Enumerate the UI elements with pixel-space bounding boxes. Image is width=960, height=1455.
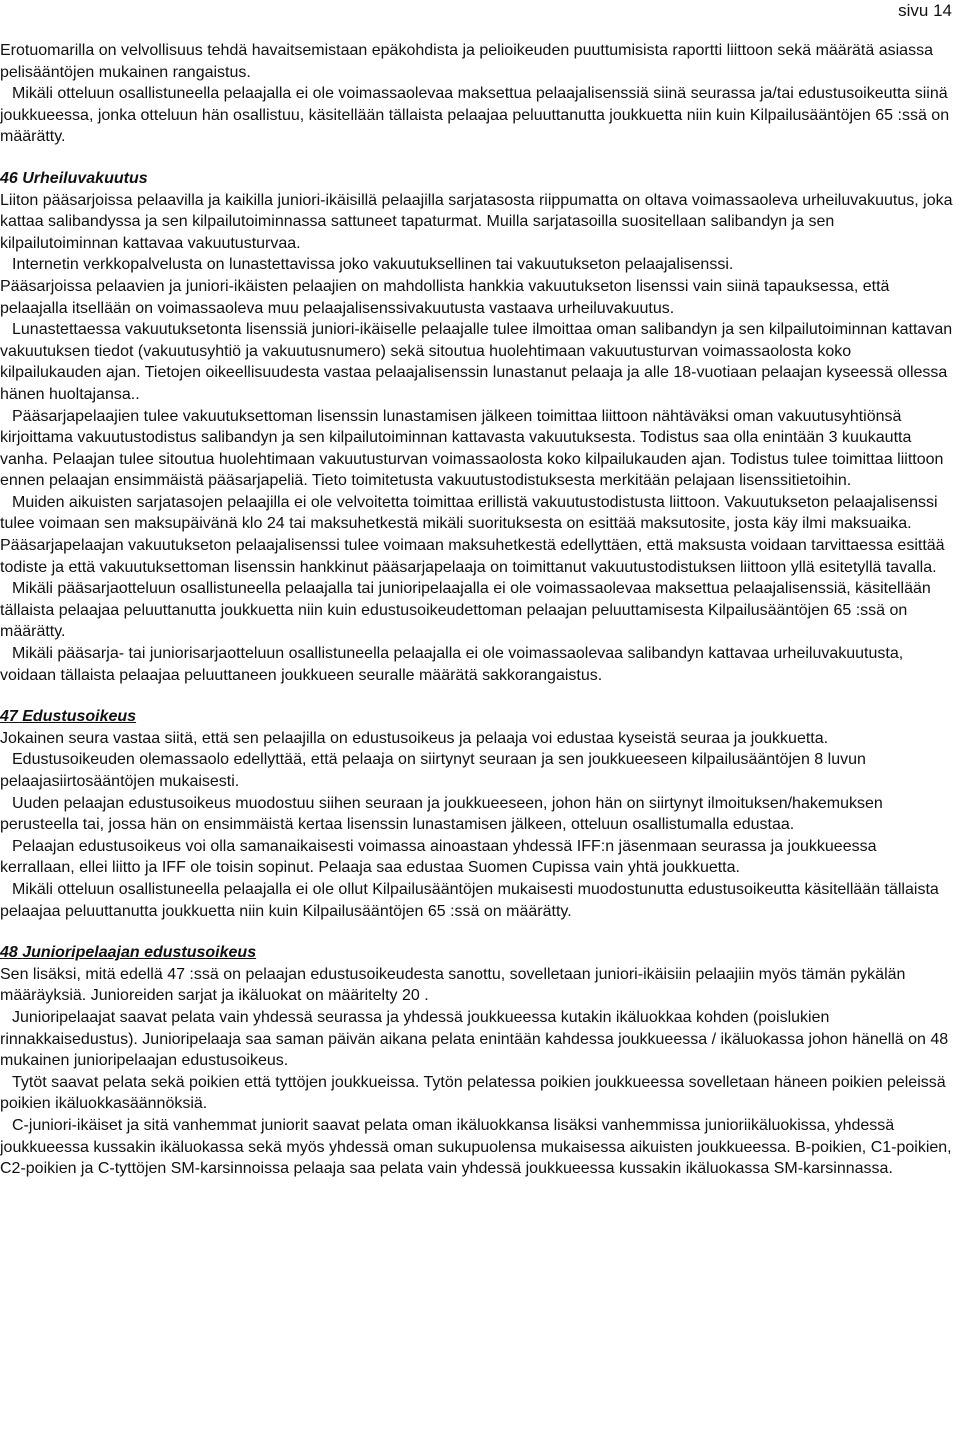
paragraph: Junioripelaajat saavat pelata vain yhdessä seurassa ja yhdessä joukkueessa kutakin ikäluokkaa kohden (poislukien rinnakkaisedustus). Junioripelaaja saa saman päivän aikana pelata enintään kahdessa joukkueessa / ikäluokassa johon hänellä on 48 mukainen junioripelaajan edustusoikeus. (0, 1008, 949, 1070)
document-body (0, 40, 955, 1180)
paragraph: Liiton pääsarjoissa pelaavilla ja kaikilla juniori-ikäisillä pelaajilla sarjatasosta riippumatta on oltava voimassaoleva urheiluvakuutus, joka kattaa salibandyssa ja sen kilpailutoiminnassa sattuneet tapaturmat. Muilla sarjatasoilla suositellaan salibandyn ja sen kilpailutoiminnan kattavaa vakuutusturvaa. (0, 191, 953, 252)
paragraph: Internetin verkkopalvelusta on lunastettavissa joko vakuutuksellinen tai vakuutukseton pelaajalisenssi. (12, 256, 734, 274)
intro-paragraph: Erotuomarilla on velvollisuus tehdä havaitsemistaan epäkohdista ja pelioikeuden puuttumisista raportti liittoon sekä määrätä asiassa pelisääntöjen mukainen rangaistus. (0, 42, 933, 81)
section-title: Urheiluvakuutus (22, 169, 148, 187)
paragraph: Muiden aikuisten sarjatasojen pelaajilla ei ole velvoitetta toimittaa erillistä vakuutustodistusta liittoon. Vakuutukseton pelaajalisenssi tulee voimaan sen maksupäivänä klo 24 tai maksuhetkestä mikäli suorituksesta on esittää maksutosite, josta käy ilmi maksuaika. Pääsarjapelaajan vakuutukseton pelaajalisenssi tulee voimaan maksuhetkestä edellyttäen, että maksusta voidaan tarvittaessa esittää todiste ja että vakuutuksettoman lisenssin hankkinut pääsarjapelaaja on toimittanut vakuutustodistuksen liittoon yllä esitetyllä tavalla. (0, 493, 945, 576)
paragraph: Jokainen seura vastaa siitä, että sen pelaajilla on edustusoikeus ja pelaaja voi edustaa kyseistä seuraa ja joukkuetta. (0, 729, 829, 747)
paragraph: Tytöt saavat pelata sekä poikien että tyttöjen joukkueissa. Tytön pelatessa poikien joukkueessa sovelletaan häneen poikien peleissä poikien ikäluokkasäännöksiä. (0, 1073, 946, 1113)
paragraph: Lunastettaessa vakuutuksetonta lisenssiä juniori-ikäiselle pelaajalle tulee ilmoittaa oman salibandyn ja sen kilpailutoiminnan kattavan vakuutuksen tiedot (vakuutusyhtiö ja vakuutusnumero) sekä sitoutua huolehtimaan vakuutusturvan voimassaolosta koko kilpailukauden ajan. Tietojen oikeellisuudesta vastaa pelaajalisenssin lunastanut pelaaja ja alle 18-vuotiaan pelaajan kyseessä ollessa hänen huoltajansa.. (0, 321, 953, 403)
section-number: 47 (0, 708, 18, 726)
paragraph: Mikäli pääsarjaotteluun osallistuneella pelaajalla tai junioripelaajalla ei ole voimassaolevaa maksettua pelaajalisenssiä, käsitellään tällaista pelaajaa peluuttanutta joukkuetta niin kuin edustusoikeudettoman pelaajan peluuttamisesta Kilpailusääntöjen 65 :ssä on määrätty. (0, 580, 931, 641)
section-heading-46 (0, 168, 955, 190)
section-heading-48 (0, 942, 955, 964)
paragraph: Mikäli pääsarja- tai juniorisarjaotteluun osallistuneella pelaajalla ei ole voimassaolevaa salibandyn kattavaa urheiluvakuutusta, voidaan tällaista pelaajaa peluuttaneen joukkueen seuralle määrätä sakkorangaistus. (0, 645, 904, 684)
paragraph: Edustusoikeuden olemassaolo edellyttää, että pelaaja on siirtynyt seuraan ja sen joukkueeseen kilpailusääntöjen 8 luvun pelaajasiirtosääntöjen mukaisesti. (0, 751, 866, 790)
intro-paragraph: Mikäli otteluun osallistuneella pelaajalla ei ole voimassaolevaa maksettua pelaajalisenssiä siinä seurassa ja/tai edustusoikeutta siinä joukkueessa, jonka otteluun hän osallistuu, käsitellään tällaista pelaajaa peluuttanutta joukkuetta niin kuin Kilpailusääntöjen 65 :ssä on määrätty. (0, 85, 950, 146)
section-number: 46 (0, 169, 18, 187)
section-title: Junioripelaajan edustusoikeus (22, 944, 257, 962)
page-number: sivu 14 (898, 1, 952, 20)
paragraph: Mikäli otteluun osallistuneella pelaajalla ei ole ollut Kilpailusääntöjen mukaisesti muodostunutta edustusoikeutta käsitellään tällaista pelaajaa peluuttanutta joukkuetta niin kuin Kilpailusääntöjen 65 :ssä on määrätty. (0, 880, 939, 920)
paragraph: C-juniori-ikäiset ja sitä vanhemmat juniorit saavat pelata oman ikäluokkansa lisäksi vanhemmissa junioriikäluokissa, yhdessä joukkueessa kussakin ikäluokassa sekä myös yhdessä oman sukupuolensa mukaisessa aikuisten joukkueessa. B-poikien, C1-poikien, C2-poikien ja C-tyttöjen SM-karsinnoissa pelaaja saa pelata vain yhdessä joukkueessa kussakin ikäluokassa SM-karsinnassa. (0, 1116, 952, 1178)
section-title: Edustusoikeus (22, 708, 137, 726)
section-number: 48 (0, 944, 18, 962)
paragraph: Pelaajan edustusoikeus voi olla samanaikaisesti voimassa ainoastaan yhdessä IFF:n jäsenmaan seurassa ja joukkueessa kerrallaan, ellei liitto ja IFF ole toisin sopinut. Pelaaja saa edustaa Suomen Cupissa vain yhtä joukkuetta. (0, 837, 877, 877)
paragraph: Uuden pelaajan edustusoikeus muodostuu siihen seuraan ja joukkueeseen, johon hän on siirtynyt ilmoituksen/hakemuksen perusteella tai, jossa hän on ensimmäistä kertaa lisenssin lunastamisen jälkeen, otteluun osallistumalla edustaa. (0, 794, 883, 834)
paragraph: Sen lisäksi, mitä edellä 47 :ssä on pelaajan edustusoikeudesta sanottu, sovelletaan juniori-ikäisiin pelaajiin myös tämän pykälän määräyksiä. Junioreiden sarjat ja ikäluokat on määritelty 20 . (0, 965, 906, 1005)
paragraph: Pääsarjoissa pelaavien ja juniori-ikäisten pelaajien on mahdollista hankkia vakuutukseton lisenssi vain siinä tapauksessa, että pelaajalla itsellään on voimassaoleva muu pelaajalisenssivakuutusta vastaava urheiluvakuutus. (0, 277, 890, 317)
paragraph: Pääsarjapelaajien tulee vakuutuksettoman lisenssin lunastamisen jälkeen toimittaa liittoon nähtäväksi oman vakuutusyhtiönsä kirjoittama vakuutustodistus salibandyn ja sen kilpailutoiminnan kattavasta vakuutuksesta. Todistus saa olla enintään 3 kuukautta vanha. Pelaajan tulee sitoutua huolehtimaan vakuutusturvan voimassaolosta koko kilpailukauden ajan. Todistus tulee toimittaa liittoon ennen pelaajan ensimmäistä pääsarjapeliä. Tieto toimitetusta vakuutustodistuksesta merkitään pelajaan lisenssitietoihin. (0, 407, 944, 490)
section-heading-47 (0, 706, 955, 728)
